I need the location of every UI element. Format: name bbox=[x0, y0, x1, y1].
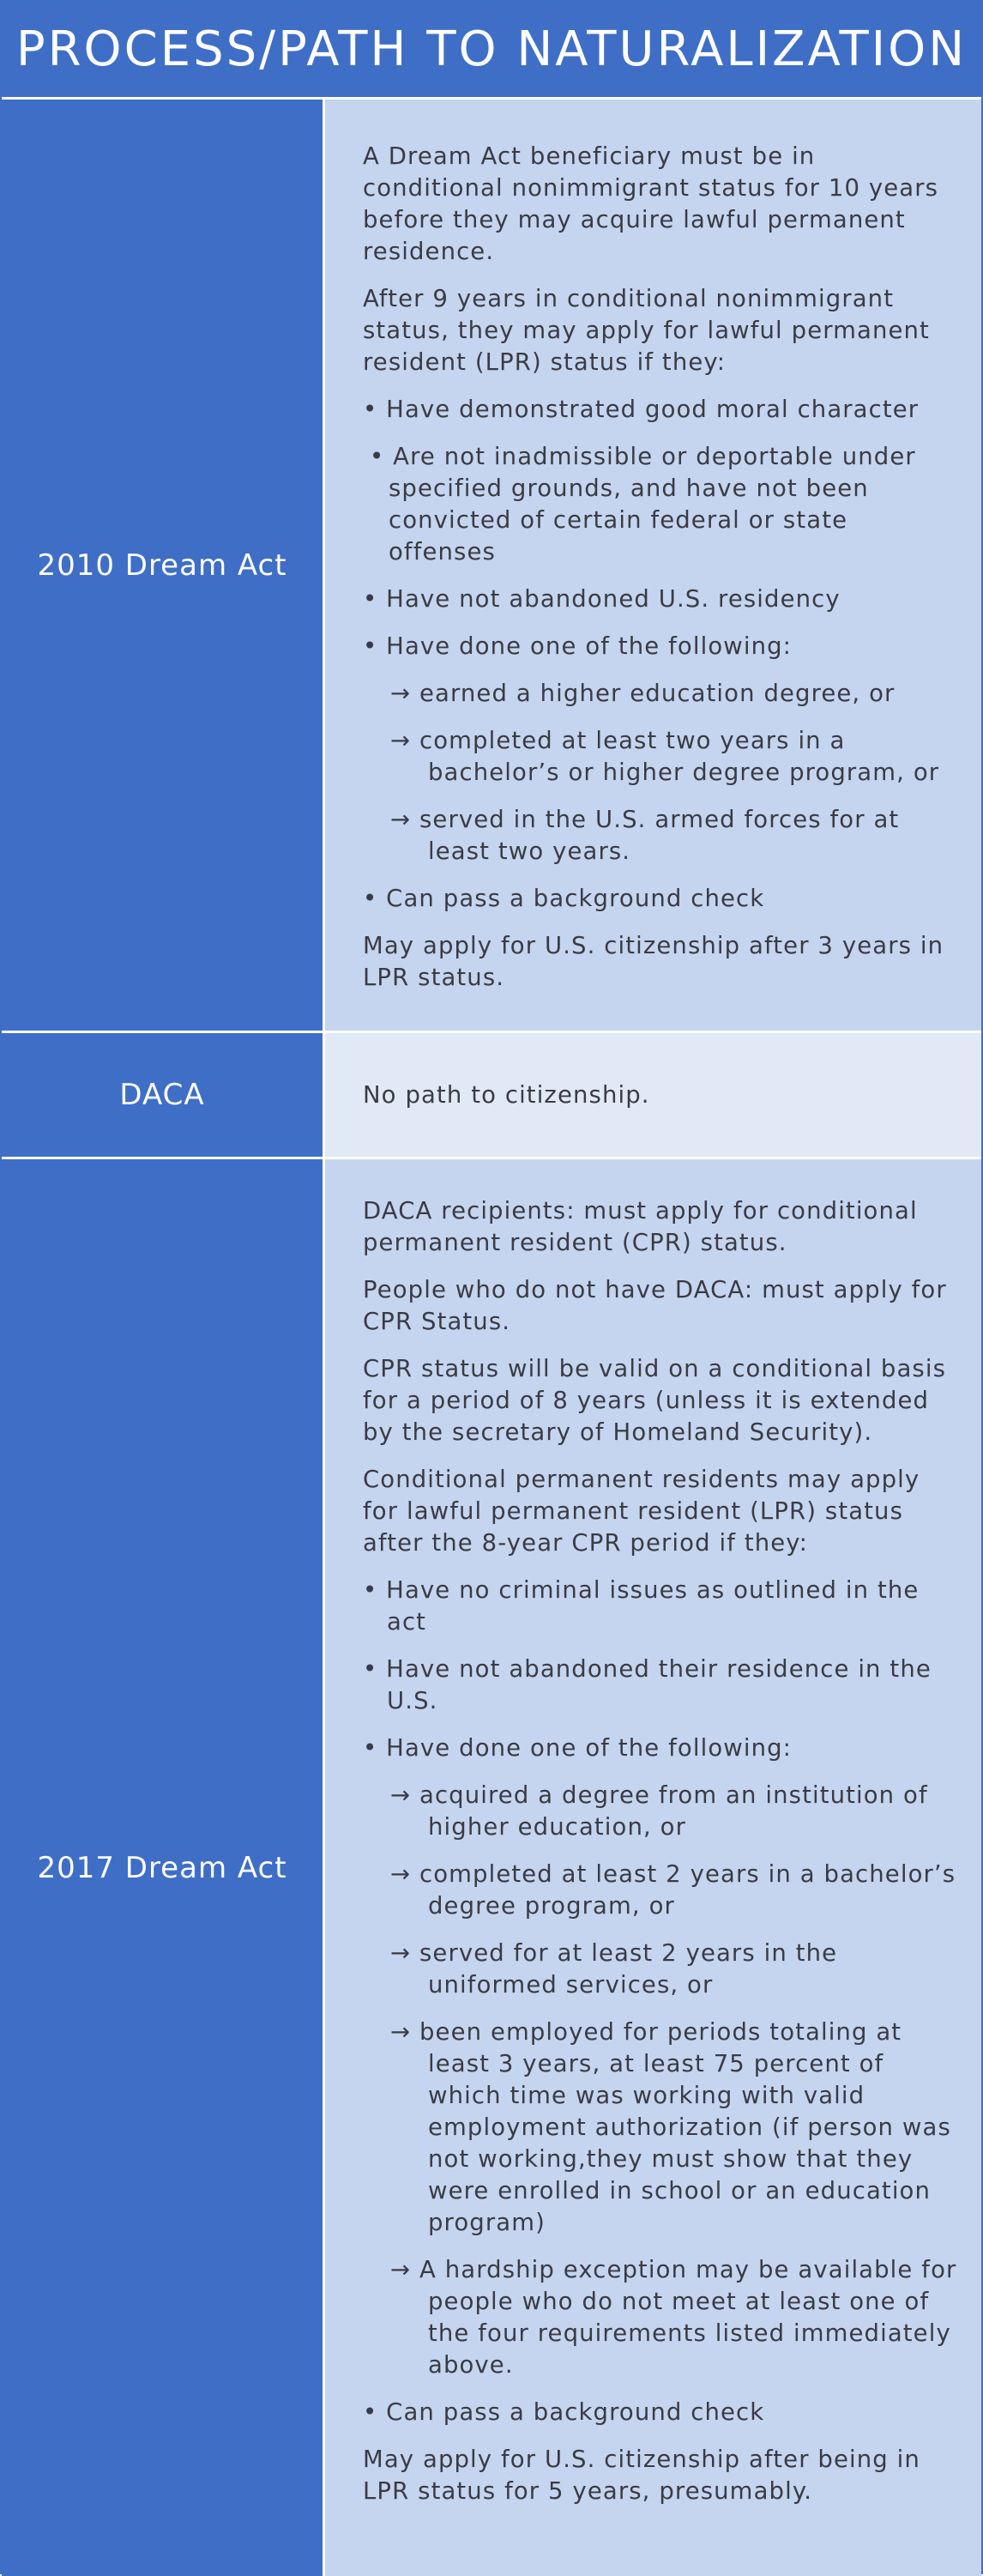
table-title: PROCESS/PATH TO NATURALIZATION bbox=[2, 2, 981, 100]
arrow-gap bbox=[411, 727, 419, 754]
bullet-item: • Have demonstrated good moral character bbox=[363, 394, 961, 426]
paragraph: CPR status will be valid on a conditional basis for a period of 8 years (unless it is extended by the secretary of Homeland Security). bbox=[363, 1355, 947, 1446]
row-label: 2010 Dream Act bbox=[2, 100, 325, 1031]
arrow-sub-item bbox=[387, 1780, 961, 1843]
bullet-item: • Have done one of the following: bbox=[363, 1732, 961, 1764]
row-label: 2017 Dream Act bbox=[2, 1159, 325, 2576]
row-content bbox=[325, 100, 981, 1031]
paragraph: May apply for U.S. citizenship after being in LPR status for 5 years, presumably. bbox=[363, 2446, 920, 2505]
arrow-right-icon: → bbox=[390, 680, 412, 707]
table-row-daca bbox=[2, 1031, 981, 1159]
sub-item-text: served in the U.S. armed forces for at least two years. bbox=[419, 806, 900, 865]
paragraph: Conditional permanent residents may apply for lawful permanent resident (LPR) status after the 8-year CPR period if they: bbox=[363, 1466, 920, 1557]
bullet-item: • Are not inadmissible or deportable under specified grounds, and have not been convicted of certain federal or state offenses bbox=[363, 441, 961, 568]
sub-item-text: been employed for periods totaling at least 3 years, at least 75 percent of which time was working with valid employment authorization (if person was not working,they must show that they were enrolled in school or an education program) bbox=[419, 2018, 951, 2236]
bullet-item: • Have no criminal issues as outlined in the act bbox=[363, 1575, 961, 1638]
bullet-item: • Can pass a background check bbox=[363, 2397, 961, 2428]
bullet-item: • Have not abandoned U.S. residency bbox=[363, 584, 961, 615]
bullet-item: • Have done one of the following: bbox=[363, 631, 961, 662]
arrow-sub-item bbox=[387, 2017, 961, 2239]
sub-item-text: completed at least 2 years in a bachelor’s degree program, or bbox=[419, 1860, 956, 1920]
sub-item-text: completed at least two years in a bachelor’s or higher degree program, or bbox=[419, 727, 940, 786]
paragraph: May apply for U.S. citizenship after 3 years in LPR status. bbox=[363, 932, 944, 991]
row-content bbox=[325, 1033, 981, 1157]
arrow-right-icon: → bbox=[390, 2018, 412, 2046]
paragraph: DACA recipients: must apply for conditional permanent resident (CPR) status. bbox=[363, 1197, 918, 1256]
arrow-right-icon: → bbox=[390, 727, 412, 754]
arrow-gap bbox=[411, 680, 419, 707]
arrow-right-icon: → bbox=[390, 1860, 412, 1888]
arrow-sub-item bbox=[387, 804, 961, 868]
sub-item-text: acquired a degree from an institution of higher education, or bbox=[419, 1781, 928, 1841]
row-label: DACA bbox=[2, 1033, 325, 1157]
arrow-sub-item bbox=[387, 1859, 961, 1922]
arrow-sub-item bbox=[387, 725, 961, 789]
sub-item-text: served for at least 2 years in the uniformed services, or bbox=[419, 1939, 838, 1999]
bullet-item: • Can pass a background check bbox=[363, 883, 961, 915]
table-row-2017-dream-act bbox=[2, 1159, 981, 2576]
paragraph: No path to citizenship. bbox=[363, 1080, 650, 1109]
sub-item-text: earned a higher education degree, or bbox=[419, 680, 896, 707]
arrow-sub-item bbox=[387, 678, 961, 710]
sub-item-text: A hardship exception may be available for people who do not meet at least one of the four requirements listed immediately above. bbox=[419, 2256, 957, 2379]
arrow-gap bbox=[411, 2018, 419, 2046]
arrow-gap bbox=[411, 1939, 419, 1967]
paragraph: A Dream Act beneficiary must be in conditional nonimmigrant status for 10 years before they may acquire lawful permanent residence. bbox=[363, 142, 939, 265]
arrow-sub-item bbox=[387, 2254, 961, 2381]
arrow-right-icon: → bbox=[390, 1781, 412, 1809]
arrow-right-icon: → bbox=[390, 806, 412, 833]
arrow-gap bbox=[411, 1860, 419, 1888]
arrow-gap bbox=[411, 806, 419, 833]
arrow-gap bbox=[411, 1781, 419, 1809]
arrow-sub-item bbox=[387, 1938, 961, 2001]
paragraph: After 9 years in conditional nonimmigrant status, they may apply for lawful permanent resident (LPR) status if they: bbox=[363, 285, 930, 376]
table-row-2010-dream-act bbox=[2, 100, 981, 1031]
arrow-right-icon: → bbox=[390, 1939, 412, 1967]
row-content bbox=[325, 1159, 981, 2576]
arrow-right-icon: → bbox=[390, 2256, 412, 2283]
arrow-gap bbox=[411, 2256, 419, 2283]
bullet-item: • Have not abandoned their residence in the U.S. bbox=[363, 1654, 961, 1717]
paragraph: People who do not have DACA: must apply for CPR Status. bbox=[363, 1276, 947, 1335]
